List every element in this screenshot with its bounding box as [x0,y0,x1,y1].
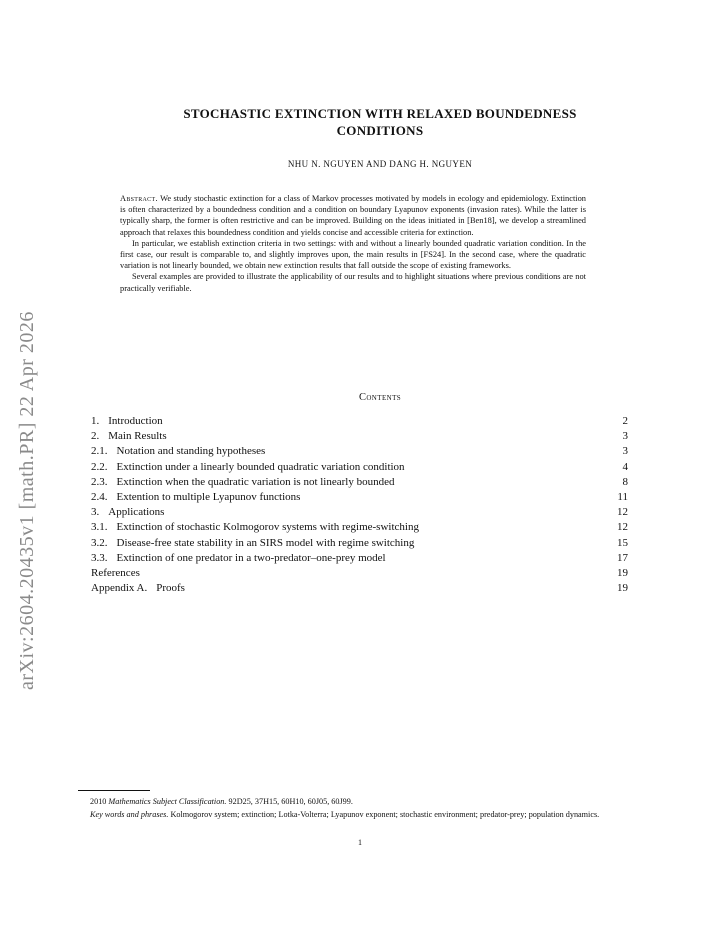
toc-entry-number: 3.3. [91,551,108,564]
toc-entry[interactable] [91,536,628,551]
toc-entry[interactable] [91,566,628,581]
abstract [120,193,586,294]
toc-entry[interactable] [91,414,628,429]
toc-entry-number: 3.2. [91,536,108,549]
toc-entry-title [91,551,386,566]
keywords-text: Kolmogorov system; extinction; Lotka-Volterra; Lyapunov exponent; stochastic environment; predator-prey; population dynamics. [170,809,600,819]
toc-entry-number: 2. [91,430,100,443]
toc-entry-number: 2.1. [91,445,108,458]
toc-entry[interactable] [91,520,628,535]
toc-entry[interactable] [91,490,628,505]
toc-entry-title [91,566,140,581]
contents-heading: Contents [358,392,402,403]
toc-entry-page: 4 [622,460,628,473]
toc-entry-title [91,429,167,444]
toc-entry-label: Disease-free state stability in an SIRS model with regime switching [116,536,415,549]
toc-entry-page: 19 [617,566,628,579]
toc-entry-page: 3 [622,430,628,443]
toc-entry-label: Extinction of stochastic Kolmogorov systems with regime-switching [116,521,419,534]
toc-entry-label: Introduction [108,415,163,427]
msc-label: Mathematics Subject Classification. [108,797,227,806]
toc-entry-label: Proofs [156,582,185,595]
toc-entry-label: Extinction under a linearly bounded quadratic variation condition [116,460,405,473]
toc-entry-number: Appendix A. [91,582,148,595]
toc-entry-page: 12 [617,506,628,519]
toc-entry-label: Extinction when the quadratic variation is not linearly bounded [116,475,395,488]
toc-entry-page: 19 [617,582,628,595]
toc-entry-page: 11 [617,490,628,503]
toc-entry-label: References [91,566,140,579]
arxiv-identifier-stamp: arXiv:2604.20435v1 [math.PR] 22 Apr 2026 [16,311,38,690]
toc-entry-title [91,520,419,535]
toc-entry[interactable] [91,581,628,596]
footnote-rule [78,790,150,791]
abstract-paragraph-1 [120,193,586,238]
abstract-label: Abstract. [120,194,158,203]
abstract-text-1: We study stochastic extinction for a class of Markov processes motivated by models in ecology and epidemiology. Extinction is often characterized by a boundedness condition and a condition on boundary Lyapunov exponents (invasion rates). While the latter is typically sharp, the former is often restrictive and can be improved. Building on the ideas initiated in [Ben18], we develop a streamlined approach that relaxes this boundedness condition and yields concise and accessible criteria for extinction. [120,194,586,237]
title-line-1: STOCHASTIC EXTINCTION WITH RELAXED BOUNDEDNESS [183,106,577,121]
toc-entry-label: Main Results [108,430,167,443]
toc-entry-label: Applications [108,506,165,519]
toc-entry-page: 17 [617,551,628,564]
page-number: 1 [358,838,362,847]
abstract-paragraph-2: In particular, we establish extinction criteria in two settings: with and without a linearly bounded quadratic variation condition. In the first case, our result is comparable to, and slightly improves upon, the main results in [FS24]. In the second case, where the quadratic variation is not linearly bounded, we obtain new extinction results that fall outside the scope of existing frameworks. [120,238,586,271]
toc-entry[interactable] [91,551,628,566]
paper-title [100,105,660,139]
toc-entry-title [91,414,163,429]
msc-year: 2010 [90,797,107,806]
keywords-label: Key words and phrases. [90,809,169,819]
table-of-contents [91,414,628,596]
toc-entry[interactable] [91,475,628,490]
toc-entry-title [91,475,394,490]
footnotes [78,796,630,821]
toc-entry-title [91,505,164,520]
toc-entry-title [91,536,414,551]
toc-entry[interactable] [91,444,628,459]
toc-entry-page: 2 [622,415,628,427]
toc-entry-number: 3. [91,506,100,519]
toc-entry-number: 1. [91,415,100,427]
toc-entry-label: Notation and standing hypotheses [116,445,266,458]
toc-entry-label: Extinction of one predator in a two-predator–one-prey model [116,551,386,564]
toc-entry-title [91,460,405,475]
toc-entry-page: 15 [617,536,628,549]
toc-entry[interactable] [91,429,628,444]
toc-entry-label: Extention to multiple Lyapunov functions [116,490,301,503]
toc-entry-number: 2.2. [91,460,108,473]
toc-entry-number: 2.3. [91,475,108,488]
toc-entry-page: 3 [622,445,628,458]
toc-entry[interactable] [91,505,628,520]
toc-entry-page: 8 [622,475,628,488]
msc-footnote [78,796,630,809]
title-line-2: CONDITIONS [336,123,424,138]
toc-entry-title [91,490,300,505]
keywords-footnote [78,809,630,822]
toc-entry-number: 2.4. [91,490,108,503]
toc-entry[interactable] [91,460,628,475]
toc-entry-title [91,581,185,596]
toc-entry-number: 3.1. [91,521,108,534]
abstract-paragraph-3: Several examples are provided to illustrate the applicability of our results and to highlight situations where previous conditions are not practically verifiable. [120,272,586,293]
toc-entry-title [91,444,265,459]
authors: NHU N. NGUYEN AND DANG H. NGUYEN [287,159,473,169]
toc-entry-page: 12 [617,521,628,534]
msc-codes: 92D25, 37H15, 60H10, 60J05, 60J99. [228,797,353,806]
